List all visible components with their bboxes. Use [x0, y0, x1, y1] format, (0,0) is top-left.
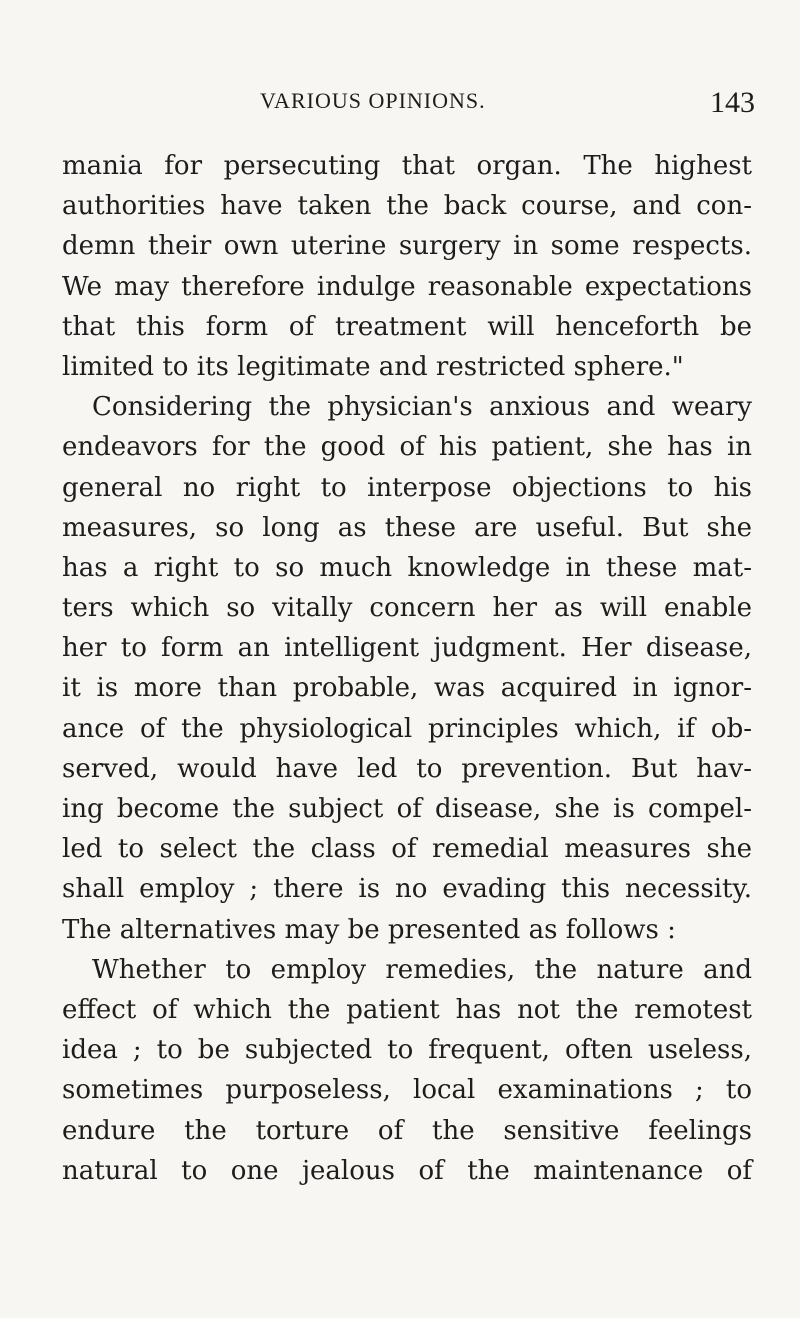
body-text: [62, 146, 752, 1191]
text-line: limited to its legitimate and restricted sphere.": [62, 351, 684, 382]
text-line: The alternatives may be presented as follows :: [62, 914, 676, 945]
text-line: mania for persecuting that organ. The highest: [62, 151, 752, 181]
text-line: measures, so long as these are useful. But she: [62, 512, 752, 543]
running-title: VARIOUS OPINIONS.: [260, 88, 486, 113]
text-line: shall employ ; there is no evading this necessity.: [62, 874, 752, 905]
paragraph-start-line: Whether to employ remedies, the nature and: [92, 954, 752, 985]
text-line: endure the torture of the sensitive feelings: [62, 1115, 752, 1146]
text-line: idea ; to be subjected to frequent, often useless,: [62, 1035, 752, 1066]
text-line: led to select the class of remedial measures she: [62, 834, 752, 865]
text-line: it is more than probable, was acquired in ignor-: [62, 673, 752, 704]
text-line: her to form an intelligent judgment. Her disease,: [62, 633, 752, 664]
text-line: effect of which the patient has not the remotest: [62, 994, 752, 1025]
text-line: natural to one jealous of the maintenance of: [62, 1155, 752, 1186]
text-line: ters which so vitally concern her as will enable: [62, 593, 752, 624]
paragraph-start-line: Considering the physician's anxious and weary: [92, 392, 752, 423]
text-line: We may therefore indulge reasonable expectations: [62, 271, 752, 302]
text-line: ing become the subject of disease, she is compel-: [62, 794, 752, 824]
text-line: demn their own uterine surgery in some respects.: [62, 231, 752, 262]
text-line: that this form of treatment will henceforth be: [62, 311, 752, 342]
text-line: general no right to interpose objections to his: [62, 472, 752, 503]
text-line: authorities have taken the back course, and con-: [62, 191, 752, 222]
text-line: has a right to so much knowledge in these mat-: [62, 552, 752, 583]
page-number: 143: [710, 86, 755, 119]
text-line: sometimes purposeless, local examinations ; to: [62, 1075, 752, 1106]
text-line: endeavors for the good of his patient, she has in: [62, 432, 752, 463]
text-line: ance of the physiological principles which, if ob-: [62, 713, 752, 744]
text-line: served, would have led to prevention. But hav-: [62, 753, 752, 784]
running-header: [60, 88, 755, 122]
